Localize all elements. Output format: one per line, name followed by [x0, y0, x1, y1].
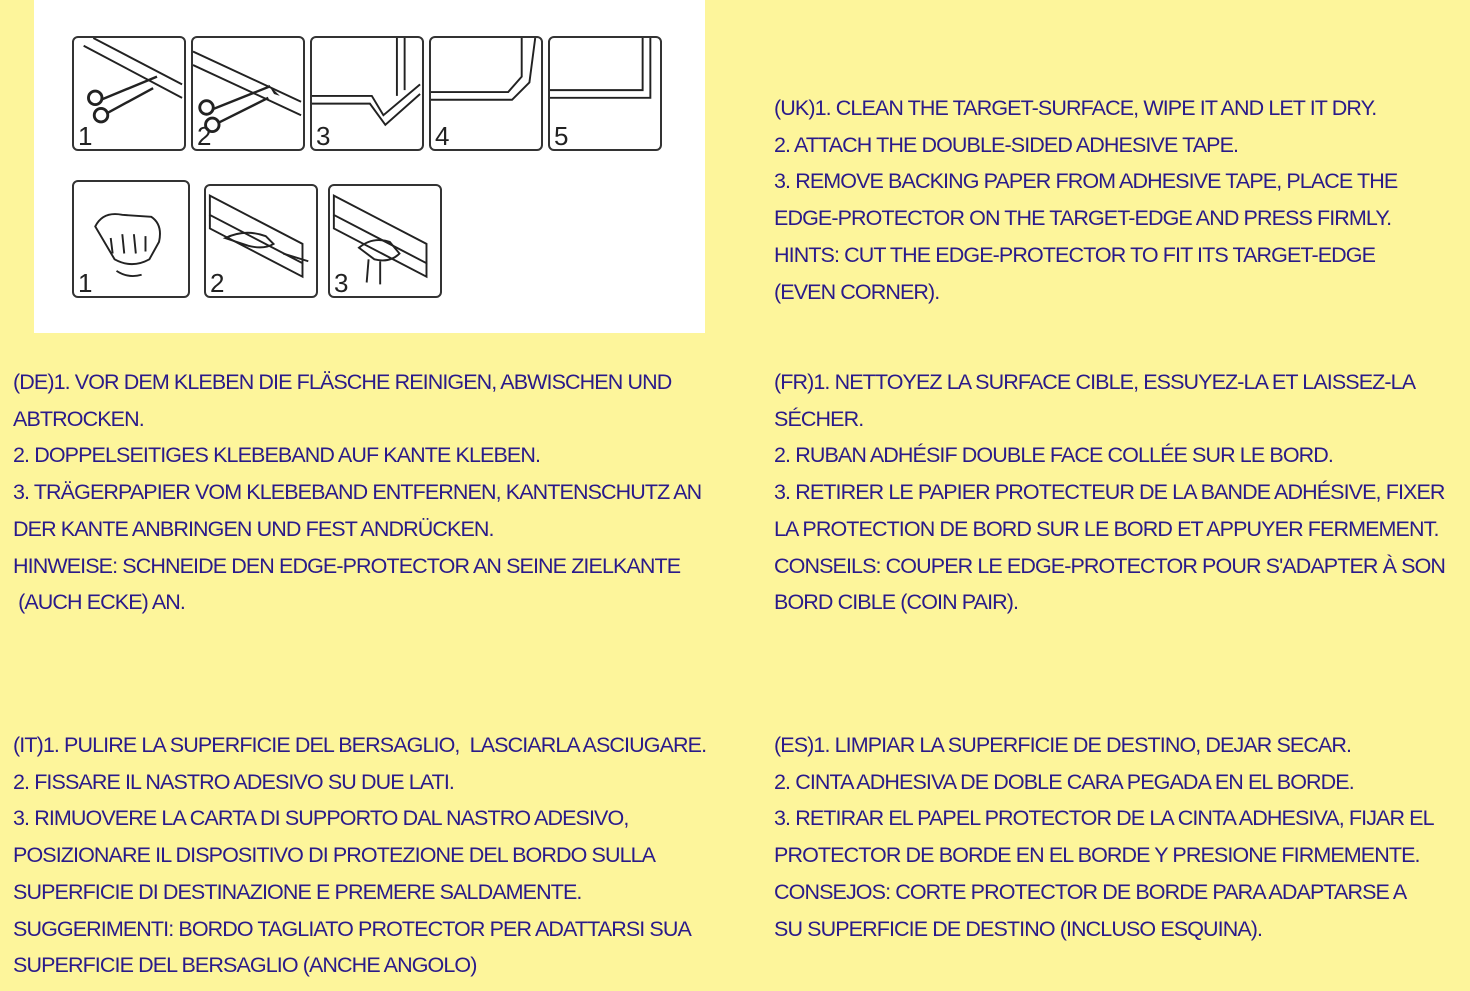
diagram-step-label: 3 [334, 268, 349, 298]
instruction-line: (IT)1. PULIRE LA SUPERFICIE DEL BERSAGLIO, LASCIARLA ASCIUGARE. [13, 733, 707, 757]
instruction-line: EDGE-PROTECTOR ON THE TARGET-EDGE AND PRESS FIRMLY. [774, 206, 1392, 231]
instructions-es [774, 727, 1434, 947]
instruction-line: SUPERFICIE DI DESTINAZIONE E PREMERE SALDAMENTE. [13, 879, 582, 904]
diagram-step-label: 2 [210, 268, 225, 298]
diagram-step-3-corner-profile [310, 36, 424, 151]
diagram-step-label: 3 [316, 121, 331, 151]
instruction-line: 3. RETIRER LE PAPIER PROTECTEUR DE LA BANDE ADHÉSIVE, FIXER [774, 480, 1445, 505]
instruction-line: 2. ATTACH THE DOUBLE-SIDED ADHESIVE TAPE. [774, 132, 1239, 157]
instruction-line: (UK)1. CLEAN THE TARGET-SURFACE, WIPE IT AND LET IT DRY. [774, 96, 1377, 120]
diagram-step-label: 5 [554, 121, 569, 151]
diagram-step-label: 1 [78, 121, 93, 151]
instruction-line: 3. TRÄGERPAPIER VOM KLEBEBAND ENTFERNEN, KANTENSCHUTZ AN [13, 480, 702, 505]
instruction-line: CONSEILS: COUPER LE EDGE-PROTECTOR POUR S'ADAPTER À SON [774, 553, 1446, 578]
instruction-line: ABTROCKEN. [13, 406, 144, 431]
instruction-line: HINTS: CUT THE EDGE-PROTECTOR TO FIT ITS TARGET-EDGE [774, 242, 1376, 267]
instructions-de [13, 364, 701, 621]
instruction-line: (ES)1. LIMPIAR LA SUPERFICIE DE DESTINO, DEJAR SECAR. [774, 733, 1352, 757]
instruction-diagram-panel [34, 0, 705, 333]
diagram-step-label: 2 [197, 121, 212, 151]
instruction-line: 2. CINTA ADHESIVA DE DOBLE CARA PEGADA EN EL BORDE. [774, 769, 1354, 794]
instructions-it [13, 727, 706, 984]
instruction-line: SÉCHER. [774, 406, 864, 431]
diagram-step-5-finished [548, 36, 662, 151]
instruction-line: (EVEN CORNER). [774, 279, 940, 304]
instruction-line: LA PROTECTION DE BORD SUR LE BORD ET APPUYER FERMEMENT. [774, 516, 1439, 541]
diagram-step-label: 4 [435, 121, 450, 151]
instruction-line: HINWEISE: SCHNEIDE DEN EDGE-PROTECTOR AN SEINE ZIELKANTE [13, 553, 681, 578]
instruction-line: CONSEJOS: CORTE PROTECTOR DE BORDE PARA ADAPTARSE A [774, 879, 1407, 904]
instruction-line: PROTECTOR DE BORDE EN EL BORDE Y PRESIONE FIRMEMENTE. [774, 843, 1420, 868]
instruction-line: SU SUPERFICIE DE DESTINO (INCLUSO ESQUINA). [774, 916, 1263, 941]
instructions-fr [774, 364, 1445, 621]
instruction-line: (AUCH ECKE) AN. [13, 590, 185, 615]
diagram-step-2-cut-corner [191, 36, 305, 151]
instruction-line: 3. REMOVE BACKING PAPER FROM ADHESIVE TAPE, PLACE THE [774, 169, 1398, 194]
instruction-line: SUGGERIMENTI: BORDO TAGLIATO PROTECTOR PER ADATTARSI SUA [13, 916, 691, 941]
instruction-line: 2. DOPPELSEITIGES KLEBEBAND AUF KANTE KLEBEN. [13, 443, 541, 468]
diagram-step-1-cut-scissors [72, 36, 186, 151]
instruction-line: POSIZIONARE IL DISPOSITIVO DI PROTEZIONE DEL BORDO SULLA [13, 843, 656, 868]
diagram-step-3-press [328, 184, 442, 298]
instruction-line: DER KANTE ANBRINGEN UND FEST ANDRÜCKEN. [13, 516, 494, 541]
diagram-step-2-peel [204, 184, 318, 298]
instructions-uk [774, 90, 1397, 310]
diagram-step-1-clean-hand [72, 180, 190, 298]
instruction-line: 2. FISSARE IL NASTRO ADESIVO SU DUE LATI. [13, 769, 455, 794]
instruction-line: 3. RIMUOVERE LA CARTA DI SUPPORTO DAL NASTRO ADESIVO, [13, 806, 629, 831]
instruction-line: SUPERFICIE DEL BERSAGLIO (ANCHE ANGOLO) [13, 953, 477, 978]
diagram-step-4-attach [429, 36, 543, 151]
instruction-line: (FR)1. NETTOYEZ LA SURFACE CIBLE, ESSUYEZ-LA ET LAISSEZ-LA [774, 370, 1416, 394]
diagram-step-label: 1 [78, 268, 93, 298]
instruction-line: (DE)1. VOR DEM KLEBEN DIE FLÄSCHE REINIGEN, ABWISCHEN UND [13, 370, 672, 394]
instruction-line: 2. RUBAN ADHÉSIF DOUBLE FACE COLLÉE SUR LE BORD. [774, 443, 1333, 468]
instruction-line: 3. RETIRAR EL PAPEL PROTECTOR DE LA CINTA ADHESIVA, FIJAR EL [774, 806, 1434, 831]
instruction-line: BORD CIBLE (COIN PAIR). [774, 590, 1019, 615]
